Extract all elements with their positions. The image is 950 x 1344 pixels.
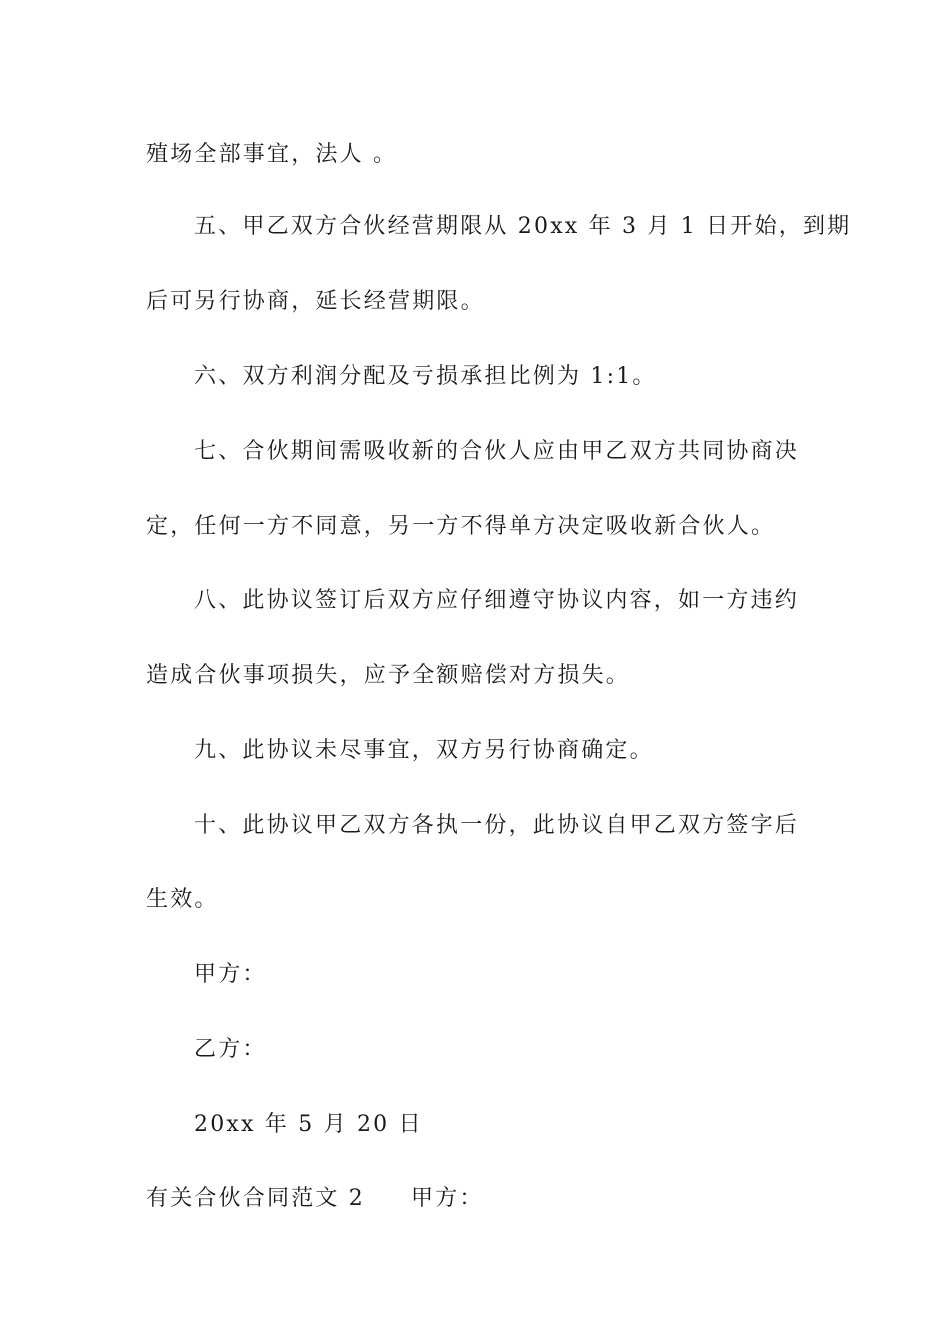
clause-7-line-2: 定，任何一方不同意，另一方不得单方决定吸收新合伙人。 bbox=[146, 514, 776, 539]
next-section-heading bbox=[146, 1184, 484, 1214]
clause-10-line-1: 十、此协议甲乙双方各执一份，此协议自甲乙双方签字后 bbox=[194, 813, 800, 838]
clause-9: 九、此协议未尽事宜，双方另行协商确定。 bbox=[194, 738, 654, 763]
clause-7-line-1: 七、合伙期间需吸收新的合伙人应由甲乙双方共同协商决 bbox=[194, 439, 800, 464]
signature-date: 20xx 年 5 月 20 日 bbox=[194, 1112, 423, 1137]
clause-6: 六、双方利润分配及亏损承担比例为 1:1。 bbox=[194, 364, 657, 389]
next-section-title: 有关合伙合同范文 2 bbox=[146, 1186, 365, 1211]
paragraph-line-continuation: 殖场全部事宜，法人 。 bbox=[146, 142, 398, 167]
clause-8-line-2: 造成合伙事项损失，应予全额赔偿对方损失。 bbox=[146, 663, 631, 688]
clause-5-line-1: 五、甲乙双方合伙经营期限从 20xx 年 3 月 1 日开始，到期 bbox=[194, 214, 852, 239]
signature-party-b: 乙方： bbox=[194, 1037, 267, 1062]
clause-10-line-2: 生效。 bbox=[146, 887, 219, 912]
clause-8-line-1: 八、此协议签订后双方应仔细遵守协议内容，如一方违约 bbox=[194, 588, 800, 613]
next-section-party-a: 甲方： bbox=[411, 1186, 484, 1211]
clause-5-line-2: 后可另行协商，延长经营期限。 bbox=[146, 289, 485, 314]
signature-party-a: 甲方： bbox=[194, 962, 267, 987]
